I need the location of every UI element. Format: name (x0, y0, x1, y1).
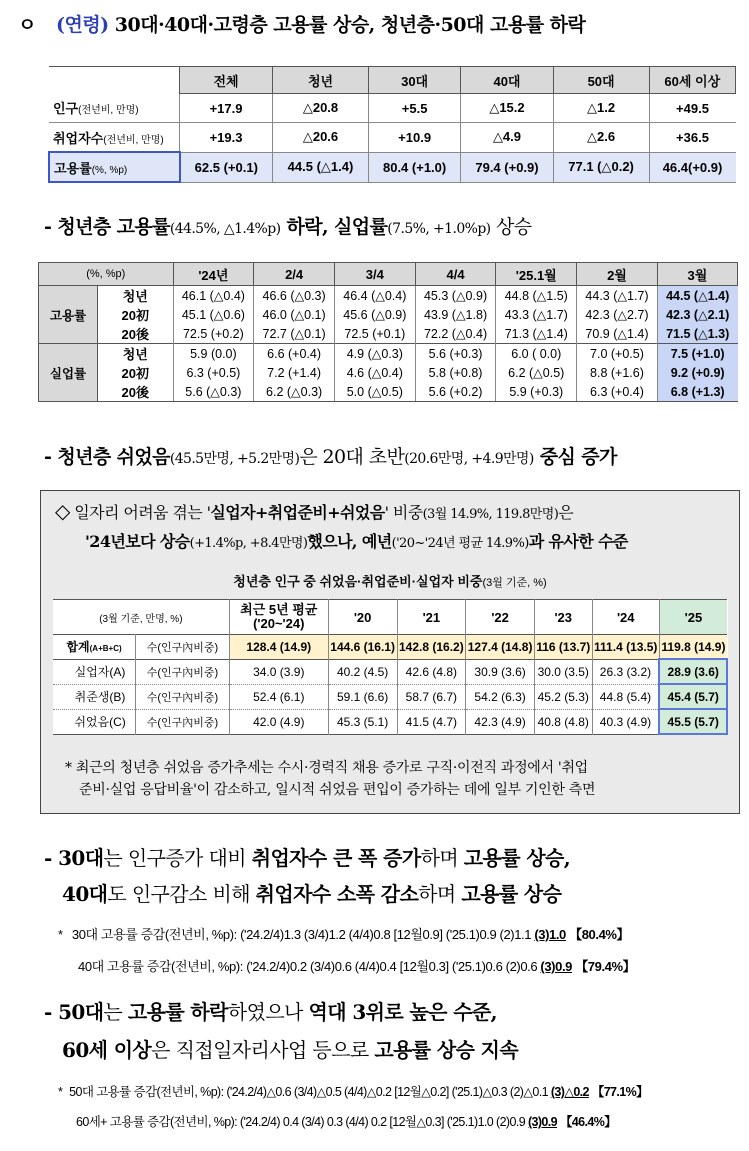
bullet-text: 하락, 실업률 (280, 216, 388, 238)
cell: 45.3 (5.1) (328, 709, 397, 734)
cell: 54.2 (6.3) (466, 684, 535, 709)
t2-col-header: 4/4 (415, 263, 496, 286)
bullet-text: 은 직접일자리사업 등으로 (151, 1038, 375, 1062)
cell: 59.1 (6.6) (328, 684, 397, 709)
note-30s (58, 924, 629, 943)
bullet-text: 취업자수 소폭 감소 (255, 882, 419, 906)
cell: 5.8 (+0.8) (415, 363, 496, 382)
cell: 44.8 (5.4) (592, 684, 659, 709)
cell: △20.6 (273, 123, 369, 153)
box-note (65, 757, 595, 801)
cell: 58.7 (6.7) (397, 684, 466, 709)
row-label: 취준생(B) (53, 684, 136, 709)
row-label: 고용률 (54, 160, 92, 176)
cell: 79.4 (+0.9) (461, 152, 553, 182)
cell: 30.0 (3.5) (534, 659, 592, 684)
cell-latest: 45.4 (5.7) (659, 684, 727, 709)
note-end: (3)1.0 (534, 927, 566, 942)
t3-col-header: '21 (397, 600, 466, 635)
cell: 5.9 (+0.3) (496, 382, 577, 402)
cell: 144.6 (16.1) (328, 635, 397, 660)
cell-latest: 6.8 (+1.3) (657, 382, 737, 402)
box-text-bold: 했으나, 예년 (307, 532, 392, 551)
row-label: 20後 (98, 324, 174, 344)
cell: 44.8 (△1.5) (496, 286, 577, 306)
bullet-text: 60세 이상 (62, 1038, 152, 1062)
cell: 72.7 (△0.1) (254, 324, 335, 344)
cell: 5.0 (△0.5) (334, 382, 415, 402)
bullet-text: 청년층 고용률 (57, 216, 170, 238)
cell: 116 (13.7) (534, 635, 592, 660)
cell: 6.6 (+0.4) (254, 344, 335, 364)
box-line-2 (85, 529, 628, 552)
cell: 40.3 (4.9) (592, 709, 659, 734)
box-text: 은 (558, 503, 574, 522)
cell: 6.2 (△0.3) (254, 382, 335, 402)
box-figure: (3월 14.9%, 119.8만명) (422, 507, 559, 522)
table-row (39, 382, 738, 402)
cell: 45.6 (△0.9) (334, 305, 415, 324)
t3-col-header: '22 (466, 600, 535, 635)
cell-latest: 71.5 (△1.3) (657, 324, 737, 344)
t3-corner: (3월 기준, 만명, %) (53, 600, 229, 635)
section-tag: (연령) (55, 14, 109, 36)
t3-col-header: '25 (659, 600, 727, 635)
note-60s (76, 1112, 616, 1130)
row-unit: 수(인구內비중) (136, 709, 230, 734)
cell: 62.5 (+0.1) (180, 152, 273, 182)
t3-col-header: '20 (328, 600, 397, 635)
cell: 26.3 (3.2) (592, 659, 659, 684)
table-row (39, 286, 738, 306)
cell: 42.0 (4.9) (229, 709, 328, 734)
note-end: (3)△0.2 (550, 1085, 589, 1099)
bullet-text: 40대 (62, 882, 108, 906)
note-tail: 【46.4%】 (559, 1115, 617, 1129)
box-text: ' 비중 (384, 503, 423, 522)
sixties-bullet (62, 1034, 518, 1063)
box-figure: (+1.4%p, +8.4만명) (189, 536, 308, 551)
cell: 34.0 (3.9) (229, 659, 328, 684)
youth-rest-bullet (44, 442, 617, 469)
forties-bullet (62, 878, 561, 907)
cell: 6.3 (+0.5) (173, 363, 254, 382)
cell: +5.5 (368, 94, 460, 123)
box-figure: ('20~'24년 평균 14.9%) (391, 536, 529, 551)
cell: 72.5 (+0.1) (334, 324, 415, 344)
cell: 72.5 (+0.2) (173, 324, 254, 344)
table-row (39, 344, 738, 364)
cell: 4.6 (△0.4) (334, 363, 415, 382)
dash: - (44, 216, 52, 238)
bullet-text: 하며 (418, 882, 462, 906)
t2-unit: (%, %p) (39, 263, 174, 286)
row-unit: (전년비, 만명) (103, 134, 164, 146)
note-text: 40대 고용률 증감(전년비, %p): ('24.2/4)0.2 (3/4)0.6 (4/4)0.4 [12월0.3] ('25.1)0.6 (2)0.6 (78, 959, 541, 974)
note-tail: 【79.4%】 (575, 959, 636, 974)
cell: 45.1 (△0.6) (173, 305, 254, 324)
note-tail: 【77.1%】 (591, 1085, 649, 1099)
table-row (49, 152, 736, 182)
bullet-text: 중심 증가 (533, 446, 617, 468)
table-row (53, 635, 727, 660)
cell: 128.4 (14.9) (229, 635, 328, 660)
cell: △4.9 (461, 123, 553, 153)
bullet-text: 는 인구증가 대비 (103, 846, 252, 870)
row-unit: (%, %p) (91, 164, 128, 176)
note-line: * 최근의 청년층 쉬었음 증가추세는 수시·경력직 채용 증가로 구직·이전직 과정에서 '취업 (65, 760, 588, 776)
t1-col-header: 청년 (273, 67, 369, 94)
cell-latest: 9.2 (+0.9) (657, 363, 737, 382)
t2-col-header: '25.1월 (496, 263, 577, 286)
table-title-text: 청년층 인구 중 쉬었음·취업준비·실업자 비중 (233, 574, 483, 589)
row-unit: 수(인구內비중) (136, 635, 230, 660)
bullet-text: - 30대 (44, 846, 104, 870)
fifties-bullet (44, 996, 497, 1025)
bullet-text: 청년층 쉬었음 (57, 446, 170, 468)
box-text-bold: 과 유사한 수준 (528, 532, 628, 551)
table-row (49, 123, 736, 153)
cell: 46.4(+0.9) (649, 152, 736, 182)
cell: 4.9 (△0.3) (334, 344, 415, 364)
row-unit: 수(인구內비중) (136, 659, 230, 684)
cell: 5.6 (△0.3) (173, 382, 254, 402)
cell: 40.8 (4.8) (534, 709, 592, 734)
row-unit: 수(인구內비중) (136, 684, 230, 709)
cell: 111.4 (13.5) (592, 635, 659, 660)
table-row (53, 659, 727, 684)
bullet-figure: (7.5%, +1.0%p) (387, 221, 491, 237)
bullet-text: 는 (103, 1000, 128, 1024)
asterisk: * (58, 1085, 63, 1099)
bullet-text: 상승 (490, 216, 532, 238)
t2-col-header: 3월 (657, 263, 737, 286)
row-label: 20初 (98, 363, 174, 382)
cell: 5.9 (0.0) (173, 344, 254, 364)
bullet-text: 은 20대 초반 (299, 446, 405, 468)
cell: 142.8 (16.2) (397, 635, 466, 660)
row-label: 합계 (66, 640, 90, 655)
cell: 5.6 (+0.2) (415, 382, 496, 402)
diamond-icon: ◇ (55, 499, 70, 523)
note-text: 50대 고용률 증감(전년비, %p): ('24.2/4)△0.6 (3/4)△0.5 (4/4)△0.2 [12월△0.2] ('25.1)△0.3 (2)△0.1 (69, 1085, 551, 1099)
cell: 44.5 (△1.4) (273, 152, 369, 182)
row-label: 20後 (98, 382, 174, 402)
t2-col-header: '24년 (173, 263, 254, 286)
cell-latest: 7.5 (+1.0) (657, 344, 737, 364)
table-row (39, 324, 738, 344)
table-row (53, 684, 727, 709)
cell: 40.2 (4.5) (328, 659, 397, 684)
bullet-text: - 50대 (44, 1000, 104, 1024)
row-sub: (A+B+C) (89, 644, 122, 654)
cell: +36.5 (649, 123, 736, 153)
note-end: (3)0.9 (540, 959, 572, 974)
cell: 30.9 (3.6) (466, 659, 535, 684)
youth-inactive-table (53, 599, 728, 735)
bullet-text: 도 인구감소 비해 (107, 882, 256, 906)
cell: 6.0 ( 0.0) (496, 344, 577, 364)
table-row (39, 305, 738, 324)
group-label: 실업률 (39, 344, 98, 402)
group-label: 고용률 (39, 286, 98, 344)
cell: △1.2 (553, 94, 649, 123)
cell: 46.4 (△0.4) (334, 286, 415, 306)
cell: 6.3 (+0.4) (577, 382, 658, 402)
t1-col-header: 30대 (368, 67, 460, 94)
bullet-text: 고용률 하락 (127, 1000, 228, 1024)
cell: 70.9 (△1.4) (577, 324, 658, 344)
cell-latest: 42.3 (△2.1) (657, 305, 737, 324)
cell: 6.2 (△0.5) (496, 363, 577, 382)
section-title: 30대·40대·고령층 고용률 상승, 청년층·50대 고용률 하락 (108, 14, 586, 36)
asterisk: * (58, 927, 63, 942)
thirties-bullet (44, 842, 570, 871)
cell: 45.3 (△0.9) (415, 286, 496, 306)
cell: △15.2 (461, 94, 553, 123)
youth-rate-table (38, 262, 738, 402)
t1-col-header: 60세 이상 (649, 67, 736, 94)
cell: 72.2 (△0.4) (415, 324, 496, 344)
age-employment-table (48, 66, 736, 183)
bullet-text: 고용률 상승 지속 (374, 1038, 519, 1062)
bullet-text: 역대 3위로 높은 수준, (308, 1000, 498, 1024)
row-label: 인구 (53, 101, 79, 117)
circle-bullet: ㅇ (18, 14, 36, 36)
cell: 43.9 (△1.8) (415, 305, 496, 324)
table-title-unit: (3월 기준, %) (482, 577, 547, 589)
cell: 77.1 (△0.2) (553, 152, 649, 182)
cell: 71.3 (△1.4) (496, 324, 577, 344)
t3-col-header: '24 (592, 600, 659, 635)
bullet-text: 고용률 상승 (461, 882, 562, 906)
note-end: (3)0.9 (527, 1115, 558, 1129)
cell: 46.1 (△0.4) (173, 286, 254, 306)
bullet-figure: (44.5%, △1.4%p) (169, 221, 281, 237)
cell: 5.6 (+0.3) (415, 344, 496, 364)
cell: 43.3 (△1.7) (496, 305, 577, 324)
note-tail: 【80.4%】 (569, 927, 630, 942)
bullet-text: 고용률 상승, (463, 846, 571, 870)
t1-col-header: 50대 (553, 67, 649, 94)
note-40s (78, 956, 635, 975)
row-label: 쉬었음(C) (53, 709, 136, 734)
table-row (53, 709, 727, 734)
note-line: 준비·실업 응답비율'이 감소하고, 일시적 쉬었음 편입이 증가하는 데에 일부 기인한 측면 (79, 782, 596, 798)
t1-corner (49, 67, 180, 94)
cell-latest: 28.9 (3.6) (659, 659, 727, 684)
cell: 46.0 (△0.1) (254, 305, 335, 324)
bullet-text: 하였으나 (227, 1000, 309, 1024)
box-text: 일자리 어려움 겪는 ' (74, 503, 211, 522)
cell-latest: 45.5 (5.7) (659, 709, 727, 734)
youth-rate-bullet (44, 212, 532, 239)
row-label: 청년 (98, 344, 174, 364)
t3-col-header: '23 (534, 600, 592, 635)
t3-col-header: 최근 5년 평균 ('20~'24) (229, 600, 328, 635)
bullet-text: 하며 (420, 846, 464, 870)
bullet-figure: (20.6만명, +4.9만명) (404, 451, 534, 467)
cell: 7.0 (+0.5) (577, 344, 658, 364)
cell: 7.2 (+1.4) (254, 363, 335, 382)
cell: +49.5 (649, 94, 736, 123)
cell: +17.9 (180, 94, 273, 123)
cell: 42.6 (4.8) (397, 659, 466, 684)
cell: +10.9 (368, 123, 460, 153)
row-label: 취업자수 (53, 130, 104, 146)
note-text: 60세+ 고용률 증감(전년비, %p): ('24.2/4) 0.4 (3/4) 0.3 (4/4) 0.2 [12월△0.3] ('25.1)1.0 (2)0.9 (76, 1115, 528, 1129)
cell: △2.6 (553, 123, 649, 153)
box-line-1 (55, 499, 573, 523)
table-row (49, 94, 736, 123)
dash: - (44, 446, 52, 468)
row-label: 청년 (98, 286, 174, 306)
note-text: 30대 고용률 증감(전년비, %p): ('24.2/4)1.3 (3/4)1.2 (4/4)0.8 [12월0.9] ('25.1)0.9 (2)1.1 (71, 927, 535, 942)
info-box (40, 490, 740, 814)
cell: 46.6 (△0.3) (254, 286, 335, 306)
cell: △20.8 (273, 94, 369, 123)
t1-col-header: 전체 (180, 67, 273, 94)
cell: 127.4 (14.8) (466, 635, 535, 660)
t1-col-header: 40대 (461, 67, 553, 94)
row-label: 실업자(A) (53, 659, 136, 684)
cell: 80.4 (+1.0) (368, 152, 460, 182)
section-header (18, 10, 585, 37)
bullet-figure: (45.5만명, +5.2만명) (169, 451, 300, 467)
box-text-bold: 실업자+취업준비+쉬었음 (210, 503, 385, 522)
bullet-text: 취업자수 큰 폭 증가 (251, 846, 421, 870)
cell: 42.3 (4.9) (466, 709, 535, 734)
t2-col-header: 2/4 (254, 263, 335, 286)
cell-latest: 119.8 (14.9) (659, 635, 727, 660)
box-text-bold: '24년보다 상승 (85, 532, 190, 551)
row-label: 20初 (98, 305, 174, 324)
table-row (39, 363, 738, 382)
cell: 45.2 (5.3) (534, 684, 592, 709)
cell: 52.4 (6.1) (229, 684, 328, 709)
cell: +19.3 (180, 123, 273, 153)
box-table-title (41, 571, 739, 590)
t2-col-header: 3/4 (334, 263, 415, 286)
cell: 44.3 (△1.7) (577, 286, 658, 306)
cell: 42.3 (△2.7) (577, 305, 658, 324)
row-unit: (전년비, 만명) (78, 105, 139, 117)
t2-col-header: 2월 (577, 263, 658, 286)
cell-latest: 44.5 (△1.4) (657, 286, 737, 306)
note-50s (58, 1082, 648, 1100)
cell: 41.5 (4.7) (397, 709, 466, 734)
cell: 8.8 (+1.6) (577, 363, 658, 382)
